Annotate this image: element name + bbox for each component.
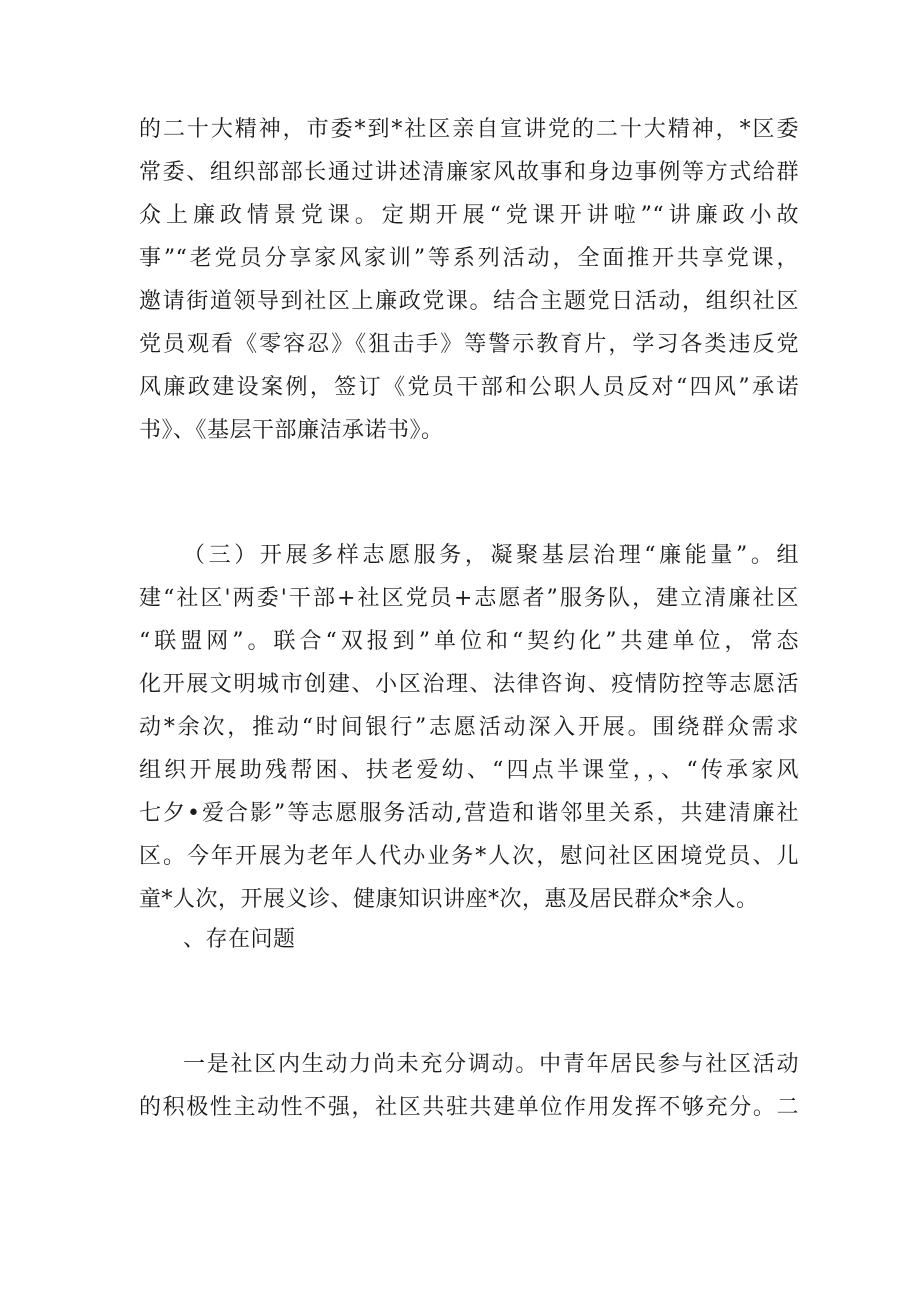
section-heading: 、存在问题 xyxy=(183,927,296,952)
paragraph-1-line-4: 事”“老党员分享家风家训”等系列活动，全面推开共享党课， xyxy=(139,246,799,271)
paragraph-2-line-5: 动*余次，推动“时间银行”志愿活动深入开展。围绕群众需求 xyxy=(139,715,799,740)
paragraph-3-line-2: 的积极性主动性不强，社区共驻共建单位作用发挥不够充分。二 xyxy=(139,1095,799,1120)
paragraph-1-line-3: 众上廉政情景党课。定期开展“党课开讲啦”“讲廉政小故 xyxy=(139,203,799,228)
paragraph-1-line-8: 书》、《基层干部廉洁承诺书》。 xyxy=(139,418,444,443)
paragraph-2-line-4: 化开展文明城市创建、小区治理、法律咨询、疫情防控等志愿活 xyxy=(139,672,799,697)
paragraph-1-line-2: 常委、组织部部长通过讲述清廉家风故事和身边事例等方式给群 xyxy=(139,160,799,185)
paragraph-1-line-1: 的二十大精神，市委*到*社区亲自宣讲党的二十大精神，*区委 xyxy=(139,117,799,142)
paragraph-2-line-2: 建“社区'两委'干部+社区党员+志愿者”服务队，建立清廉社区 xyxy=(139,586,799,611)
paragraph-2-line-1: （三）开展多样志愿服务，凝聚基层治理“廉能量”。组 xyxy=(183,543,799,568)
paragraph-2-line-6: 组织开展助残帮困、扶老爱幼、“四点半课堂，，、“传承家风 xyxy=(139,758,799,783)
paragraph-2-line-7: 七夕•爱合影”等志愿服务活动,营造和谐邻里关系，共建清廉社 xyxy=(139,801,799,826)
paragraph-3-line-1: 一是社区内生动力尚未充分调动。中青年居民参与社区活动 xyxy=(183,1052,799,1077)
paragraph-1-line-7: 风廉政建设案例，签订《党员干部和公职人员反对“四风”承诺 xyxy=(139,375,799,400)
paragraph-2-line-3: “联盟网”。联合“双报到”单位和“契约化”共建单位，常态 xyxy=(139,629,799,654)
paragraph-2-line-8: 区。今年开展为老年人代办业务*人次，慰问社区困境党员、儿 xyxy=(139,844,799,869)
paragraph-2-line-9: 童*人次，开展义诊、健康知识讲座*次，惠及居民群众*余人。 xyxy=(139,887,759,912)
paragraph-1-line-6: 党员观看《零容忍》《狙击手》等警示教育片，学习各类违反党 xyxy=(139,332,799,357)
paragraph-1-line-5: 邀请街道领导到社区上廉政党课。结合主题党日活动，组织社区 xyxy=(139,289,799,314)
